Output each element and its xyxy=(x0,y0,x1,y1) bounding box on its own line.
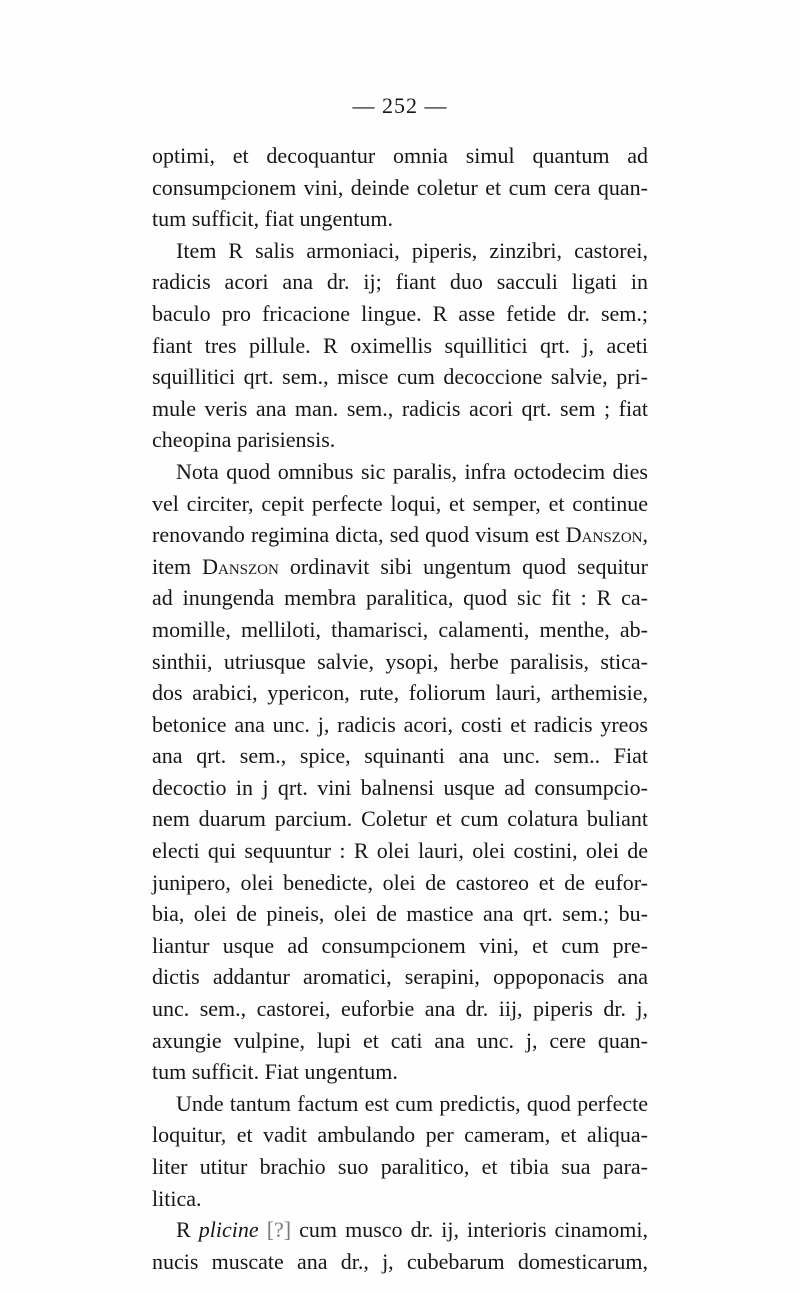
text-line: axungie vulpine, lupi et cati ana unc. j, cere quan- xyxy=(152,1027,648,1053)
text-line: ad inungenda membra paralitica, quod sic fit : R ca- xyxy=(152,585,648,611)
text-line: squillitici qrt. sem., misce cum decoccione salvie, pri- xyxy=(152,364,648,390)
text-line: liantur usque ad consumpcionem vini, et cum pre- xyxy=(152,932,648,958)
text-line: cheopina parisiensis. xyxy=(152,427,336,453)
text-line: dictis addantur aromatici, serapini, oppoponacis ana xyxy=(152,964,648,990)
text-line: loquitur, et vadit ambulando per cameram, et aliqua- xyxy=(152,1122,648,1148)
italic-term: plicine xyxy=(198,1217,259,1243)
text-line: dos arabici, ypericon, rute, foliorum lauri, arthemisie, xyxy=(152,680,648,706)
text-line: unc. sem., castorei, euforbie ana dr. iij, piperis dr. j, xyxy=(152,996,648,1022)
text-run: R xyxy=(176,1217,191,1243)
text-line: consumpcionem vini, deinde coletur et cum cera quan- xyxy=(152,174,648,200)
text-line: radicis acori ana dr. ij; fiant duo sacculi ligati in xyxy=(152,269,648,295)
text-run: renovando regimina dicta, sed quod visum est xyxy=(152,522,560,548)
text-line: betonice ana unc. j, radicis acori, costi et radicis yreos xyxy=(152,711,648,737)
text-line: fiant tres pillule. R oximellis squillitici qrt. j, aceti xyxy=(152,332,648,358)
text-line xyxy=(152,519,648,551)
text-line: sinthii, utriusque salvie, ysopi, herbe paralisis, stica- xyxy=(152,648,648,674)
text-line: Nota quod omnibus sic paralis, infra octodecim dies xyxy=(176,458,648,484)
text-line xyxy=(152,551,648,583)
body-text xyxy=(152,140,648,1277)
text-line: decoctio in j qrt. vini balnensi usque ad consumpcio- xyxy=(152,774,648,800)
text-line: tum sufficit. Fiat ungentum. xyxy=(152,1059,398,1085)
text-line: Item R salis armoniaci, piperis, zinzibri, castorei, xyxy=(176,237,648,263)
text-line: nem duarum parcium. Coletur et cum colatura buliant xyxy=(152,806,648,832)
text-line: ana qrt. sem., spice, squinanti ana unc. sem.. Fiat xyxy=(152,743,648,769)
text-line: tum sufficit, fiat ungentum. xyxy=(152,206,393,232)
text-line: optimi, et decoquantur omnia simul quantum ad xyxy=(152,143,648,168)
text-line: mule veris ana man. sem., radicis acori qrt. sem ; fiat xyxy=(152,395,648,421)
text-line: vel circiter, cepit perfecte loqui, et semper, et continue xyxy=(152,490,648,516)
text-line xyxy=(152,1214,648,1246)
text-line: nucis muscate ana dr., j, cubebarum domesticarum, xyxy=(152,1248,648,1274)
text-run: ordinavit sibi ungentum quod sequitur xyxy=(289,553,648,579)
editorial-bracket: [?] xyxy=(266,1217,292,1243)
text-run: item xyxy=(152,553,192,579)
person-name: Danszon xyxy=(202,553,279,579)
person-name: Danszon, xyxy=(565,522,649,548)
text-line: electi qui sequuntur : R olei lauri, olei costini, olei de xyxy=(152,838,648,864)
page-number: — 252 — xyxy=(352,93,448,118)
text-line: Unde tantum factum est cum predictis, quod perfecte xyxy=(176,1090,648,1116)
text-line: bia, olei de pineis, olei de mastice ana qrt. sem.; bu- xyxy=(152,901,648,927)
text-line: litica. xyxy=(152,1185,202,1211)
text-line: liter utitur brachio suo paralitico, et tibia sua para- xyxy=(152,1154,648,1179)
text-line: momille, melliloti, thamarisci, calamenti, menthe, ab- xyxy=(152,616,648,642)
text-line: junipero, olei benedicte, olei de castoreo et de eufor- xyxy=(152,869,648,895)
text-run: cum musco dr. ij, interioris cinamomi, xyxy=(299,1217,649,1243)
text-line: baculo pro fricacione lingue. R asse fetide dr. sem.; xyxy=(152,300,648,326)
